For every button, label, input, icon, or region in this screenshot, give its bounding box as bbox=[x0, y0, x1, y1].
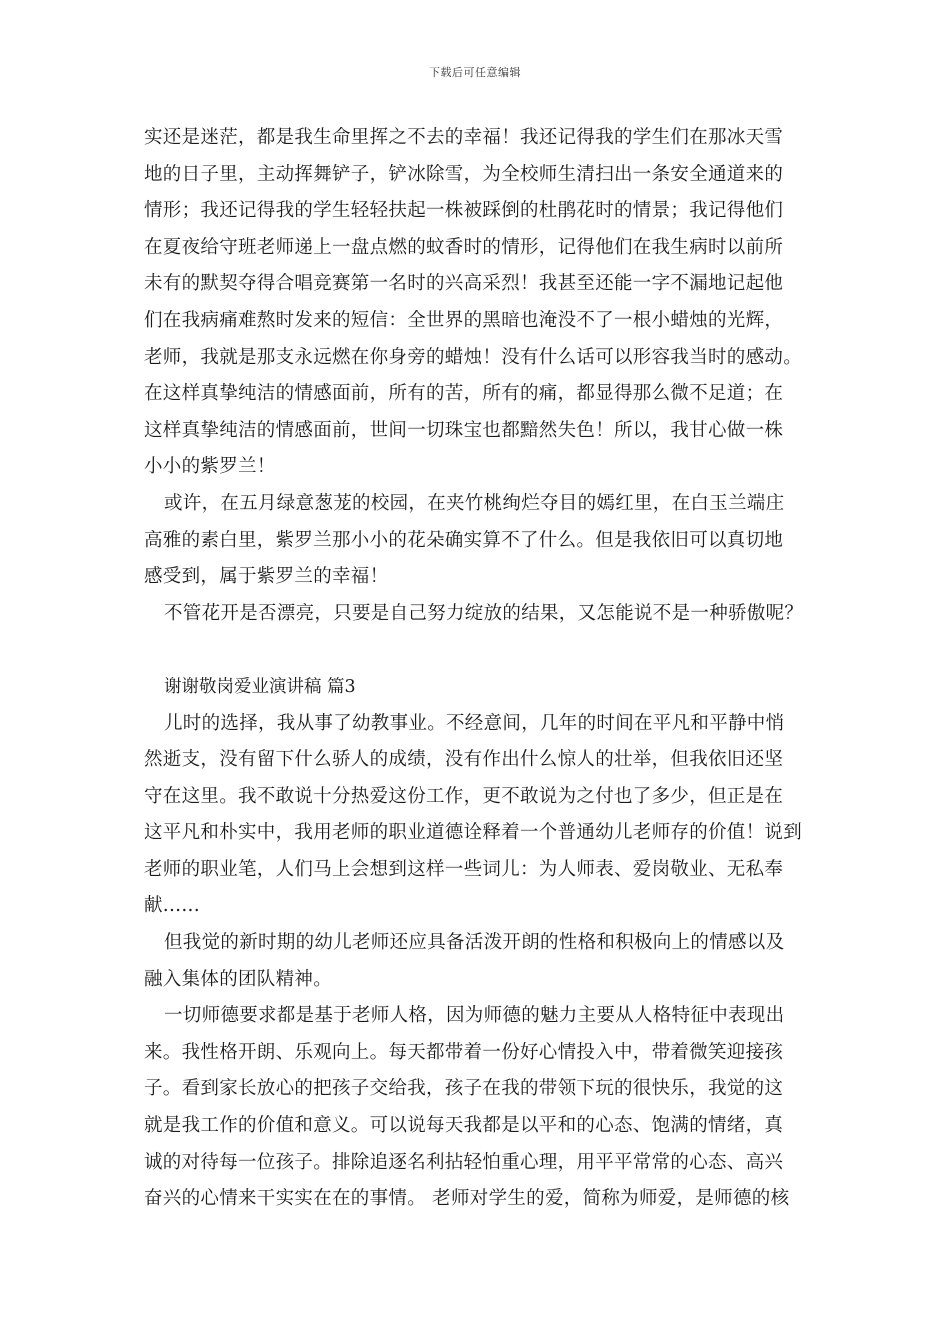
text-line: 这样真挚纯洁的情感面前，世间一切珠宝也都黯然失色！所以，我甘心做一株 bbox=[144, 419, 784, 441]
text-line: 老师的职业笔，人们马上会想到这样一些词儿：为人师表、爱岗敬业、无私奉 bbox=[144, 858, 784, 880]
text-line: 儿时的选择，我从事了幼教事业。不经意间，几年的时间在平凡和平静中悄 bbox=[164, 712, 785, 734]
text-line: 来。我性格开朗、乐观向上。每天都带着一份好心情投入中，带着微笑迎接孩 bbox=[144, 1041, 784, 1063]
text-line: 未有的默契夺得合唱竞赛第一名时的兴高采烈！我甚至还能一字不漏地记起他 bbox=[144, 273, 784, 295]
text-line: 实还是迷茫，都是我生命里挥之不去的幸福！我还记得我的学生们在那冰天雪 bbox=[144, 127, 784, 148]
text-line: 子。看到家长放心的把孩子交给我，孩子在我的带领下玩的很快乐，我觉的这 bbox=[144, 1078, 784, 1100]
text-line: 但我觉的新时期的幼儿老师还应具备活泼开朗的性格和积极向上的情感以及 bbox=[164, 932, 785, 954]
paragraph bbox=[144, 120, 806, 486]
text-line: 然逝支，没有留下什么骄人的成绩，没有作出什么惊人的壮举，但我依旧还坚 bbox=[144, 749, 784, 771]
text-line: 这平凡和朴实中，我用老师的职业道德诠释着一个普通幼儿老师存的价值！说到 bbox=[144, 822, 803, 844]
paragraph bbox=[144, 596, 806, 633]
text-line: 们在我病痛难熬时发来的短信：全世界的黑暗也淹没不了一根小蜡烛的光辉， bbox=[144, 309, 784, 331]
paragraph bbox=[144, 706, 806, 926]
paragraph bbox=[144, 998, 806, 1218]
text-line: 献...... bbox=[144, 895, 200, 917]
text-line: 小小的紫罗兰！ bbox=[144, 456, 276, 478]
blank-line bbox=[144, 632, 806, 669]
text-line: 地的日子里，主动挥舞铲子，铲冰除雪，为全校师生清扫出一条安全通道来的 bbox=[144, 163, 784, 185]
text-line: 在这样真挚纯洁的情感面前，所有的苦，所有的痛，都显得那么微不足道；在 bbox=[144, 383, 784, 405]
text-line: 情形；我还记得我的学生轻轻扶起一株被踩倒的杜鹃花时的情景；我记得他们 bbox=[144, 200, 784, 222]
text-line: 守在这里。我不敢说十分热爱这份工作，更不敢说为之付也了多少，但正是在 bbox=[144, 785, 784, 807]
section-title: 谢谢敬岗爱业演讲稿 篇3 bbox=[164, 676, 356, 697]
paragraph bbox=[144, 486, 806, 596]
text-line: 在夏夜给守班老师递上一盘点燃的蚊香时的情形，记得他们在我生病时以前所 bbox=[144, 236, 784, 258]
page-header: 下载后可任意编辑 bbox=[429, 66, 521, 79]
text-line: 一切师德要求都是基于老师人格，因为师德的魅力主要从人格特征中表现出 bbox=[164, 1005, 785, 1027]
text-line: 老师，我就是那支永远燃在你身旁的蜡烛！没有什么话可以形容我当时的感动。 bbox=[144, 346, 803, 368]
text-line: 不管花开是否漂亮，只要是自己努力绽放的结果，又怎能说不是一种骄傲呢？ bbox=[164, 602, 804, 624]
text-line: 或许，在五月绿意葱茏的校园，在夹竹桃绚烂夺目的嫣红里，在白玉兰端庄 bbox=[164, 492, 785, 514]
text-line: 感受到，属于紫罗兰的幸福！ bbox=[144, 566, 389, 588]
text-line: 高雅的素白里，紫罗兰那小小的花朵确实算不了什么。但是我依旧可以真切地 bbox=[144, 529, 784, 551]
text-line: 奋兴的心情来干实实在在的事情。 老师对学生的爱，简称为师爱，是师德的核 bbox=[144, 1188, 790, 1210]
document-body bbox=[144, 120, 806, 1218]
text-line: 融入集体的团队精神。 bbox=[144, 968, 333, 990]
text-line: 就是我工作的价值和意义。可以说每天我都是以平和的心态、饱满的情绪，真 bbox=[144, 1115, 784, 1137]
paragraph bbox=[144, 925, 806, 998]
text-line: 诚的对待每一位孩子。排除追逐名利拈轻怕重心理，用平平常常的心态、高兴 bbox=[144, 1151, 784, 1173]
